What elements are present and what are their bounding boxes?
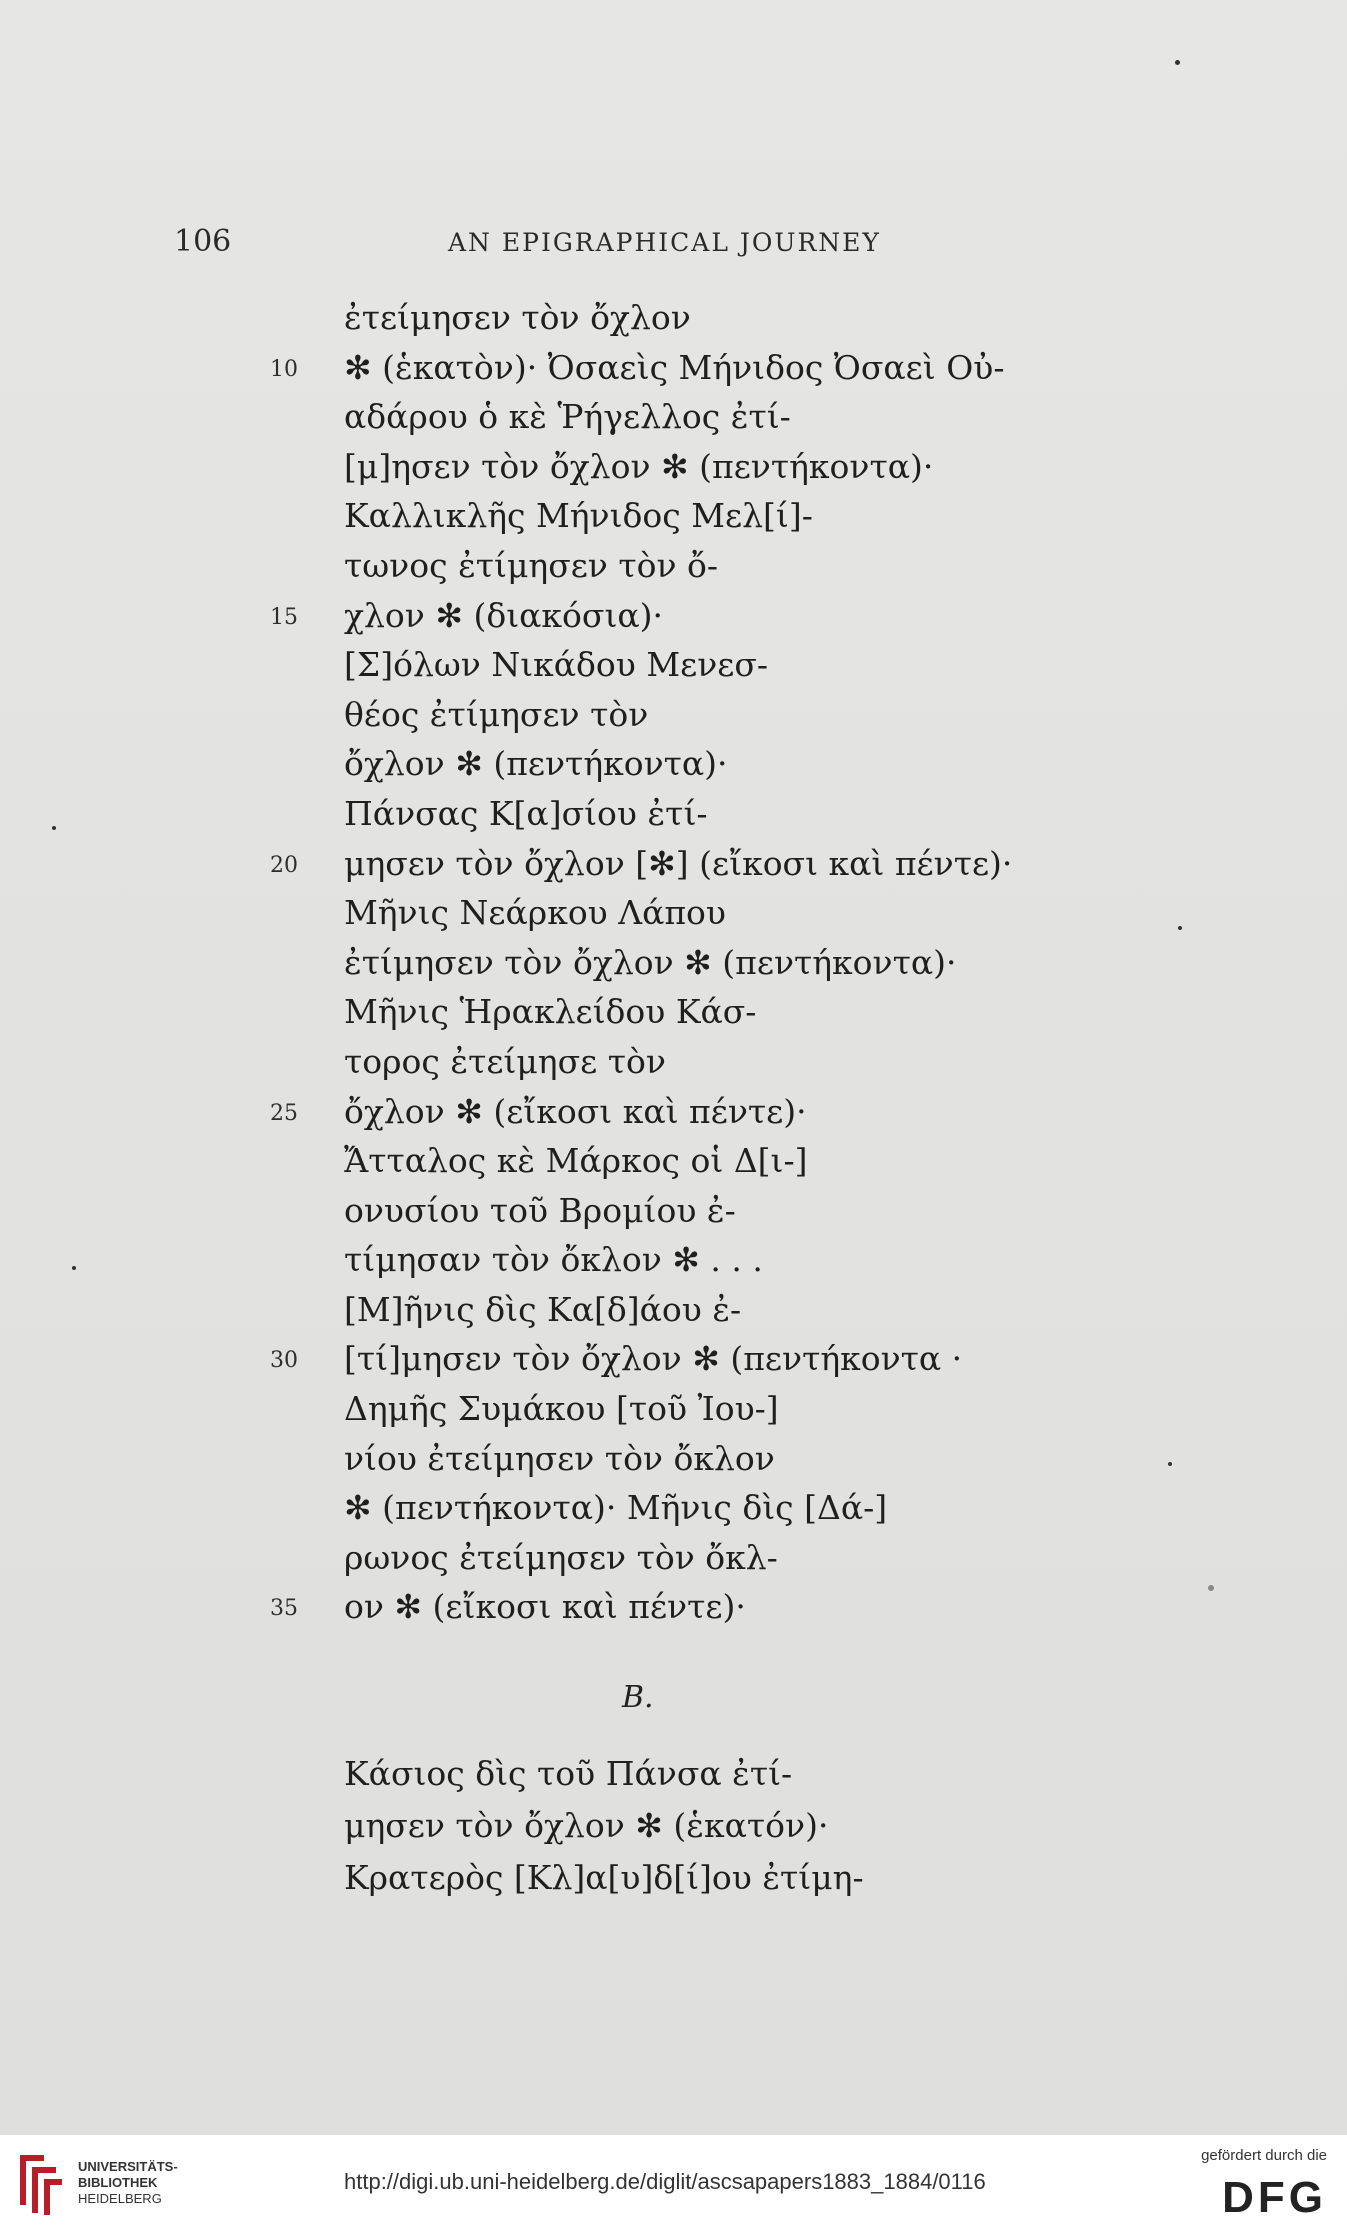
library-name-line1: UNIVERSITÄTS-: [78, 2159, 178, 2174]
running-title: AN EPIGRAPHICAL JOURNEY: [448, 228, 881, 257]
line-text: [Μ]ῆνις δὶς Κα[δ]άου ἐ-: [344, 1289, 742, 1329]
line-number: 10: [270, 356, 298, 382]
line-text: τωνος ἐτίμησεν τὸν ὄ-: [344, 545, 719, 585]
line-text: θέος ἐτίμησεν τὸν: [344, 694, 649, 734]
line-text: ✻ (ἑκατὸν)· Ὀσαεὶς Μήνιδος Ὀσαεὶ Οὐ-: [344, 347, 1005, 387]
scan-speck: [1178, 926, 1182, 930]
line-number: 20: [270, 852, 298, 878]
inscription-line: [270, 1285, 1270, 1335]
section-label-b: B.: [622, 1680, 654, 1715]
inscription-line: [270, 839, 1270, 889]
line-text: τίμησαν τὸν ὄκλον ✻ . . .: [344, 1240, 763, 1280]
library-name-line2: BIBLIOTHEK: [78, 2175, 158, 2190]
line-text: Μῆνις Νεάρκου Λάπου: [344, 893, 726, 933]
line-text: χλον ✻ (διακόσια)·: [344, 595, 664, 635]
inscription-line-b: [344, 1852, 1244, 1904]
line-text: τορος ἐτείμησε τὸν: [344, 1041, 666, 1081]
line-text: ονυσίου τοῦ Βρομίου ἐ-: [344, 1190, 736, 1230]
library-name: [78, 2159, 178, 2207]
funded-by-label: gefördert durch die: [1201, 2147, 1327, 2164]
line-text: αδάρου ὁ κὲ Ῥήγελλος ἐτί-: [344, 397, 791, 437]
line-number: 25: [270, 1100, 298, 1126]
inscription-line: [270, 1582, 1270, 1632]
line-text: Κάσιος δὶς τοῦ Πάνσα ἐτί-: [344, 1754, 793, 1793]
scan-speck: [1175, 60, 1180, 65]
dfg-logo: DFG: [1222, 2173, 1327, 2222]
inscription-line: [270, 1533, 1270, 1583]
line-text: ἐτίμησεν τὸν ὄχλον ✻ (πεντήκοντα)·: [344, 942, 957, 982]
line-text: ρωνος ἐτείμησεν τὸν ὄκλ-: [344, 1537, 778, 1577]
page-header: [0, 224, 1347, 264]
inscription-line: [270, 938, 1270, 988]
inscription-line: [270, 1384, 1270, 1434]
inscription-line: [270, 591, 1270, 641]
inscription-line: [270, 442, 1270, 492]
inscription-text-b: [344, 1748, 1244, 1904]
line-text: Ἄτταλος κὲ Μάρκος οἱ Δ[ι-]: [344, 1141, 808, 1181]
line-text: ὄχλον ✻ (εἴκοσι καὶ πέντε)·: [344, 1091, 807, 1131]
line-text: Πάνσας Κ[α]σίου ἐτί-: [344, 793, 708, 833]
inscription-line: [270, 1186, 1270, 1236]
inscription-line: [270, 690, 1270, 740]
inscription-line: [270, 640, 1270, 690]
line-text: [τί]μησεν τὸν ὄχλον ✻ (πεντήκοντα ·: [344, 1339, 963, 1379]
inscription-line: [270, 1434, 1270, 1484]
line-text: ✻ (πεντήκοντα)· Μῆνις δὶς [Δά-]: [344, 1488, 888, 1528]
line-text: ἐτείμησεν τὸν ὄχλον: [344, 298, 691, 337]
inscription-line: [270, 1235, 1270, 1285]
inscription-line: [270, 1087, 1270, 1137]
line-text: ὄχλον ✻ (πεντήκοντα)·: [344, 744, 728, 784]
inscription-line: [270, 392, 1270, 442]
inscription-line: [270, 1037, 1270, 1087]
scan-speck: [1208, 1585, 1214, 1591]
inscription-line: [270, 491, 1270, 541]
line-text: νίου ἐτείμησεν τὸν ὄκλον: [344, 1438, 775, 1478]
inscription-line: [270, 987, 1270, 1037]
scan-speck: [1168, 1462, 1172, 1466]
line-text: [μ]ησεν τὸν ὄχλον ✻ (πεντήκοντα)·: [344, 446, 934, 486]
library-name-line3: HEIDELBERG: [78, 2191, 162, 2206]
inscription-line: [270, 343, 1270, 393]
inscription-line-b: [344, 1748, 1244, 1800]
permalink-url[interactable]: http://digi.ub.uni-heidelberg.de/diglit/ascsapapers1883_1884/0116: [344, 2169, 986, 2194]
inscription-line: [270, 789, 1270, 839]
line-text: Καλλικλῆς Μήνιδος Μελ[ί]-: [344, 496, 813, 536]
line-text: [Σ]όλων Νικάδου Μενεσ-: [344, 645, 769, 685]
library-logo-icon: [14, 2149, 68, 2219]
inscription-line: [270, 888, 1270, 938]
page-number: 106: [174, 224, 232, 259]
inscription-line: [270, 1136, 1270, 1186]
line-text: Κρατερὸς [Κλ]α[υ]δ[ί]ου ἐτίμη-: [344, 1858, 864, 1897]
line-number: 15: [270, 604, 298, 630]
line-text: Μῆνις Ἡρακλείδου Κάσ-: [344, 992, 757, 1032]
line-text: Δημῆς Συμάκου [τοῦ Ἰου-]: [344, 1389, 779, 1429]
inscription-text-a: [270, 293, 1270, 1632]
line-text: μησεν τὸν ὄχλον [✻] (εἴκοσι καὶ πέντε)·: [344, 843, 1013, 883]
inscription-line-b: [344, 1800, 1244, 1852]
inscription-line: [270, 541, 1270, 591]
line-text: μησεν τὸν ὄχλον ✻ (ἑκατόν)·: [344, 1806, 829, 1845]
line-text: ον ✻ (εἴκοσι καὶ πέντε)·: [344, 1587, 746, 1627]
scan-speck: [72, 1266, 76, 1270]
inscription-line: [270, 1483, 1270, 1533]
scan-speck: [52, 826, 56, 830]
inscription-line: [270, 293, 1270, 343]
footer-bar: [0, 2135, 1347, 2232]
inscription-line: [270, 1334, 1270, 1384]
inscription-line: [270, 739, 1270, 789]
line-number: 35: [270, 1596, 298, 1622]
line-number: 30: [270, 1348, 298, 1374]
